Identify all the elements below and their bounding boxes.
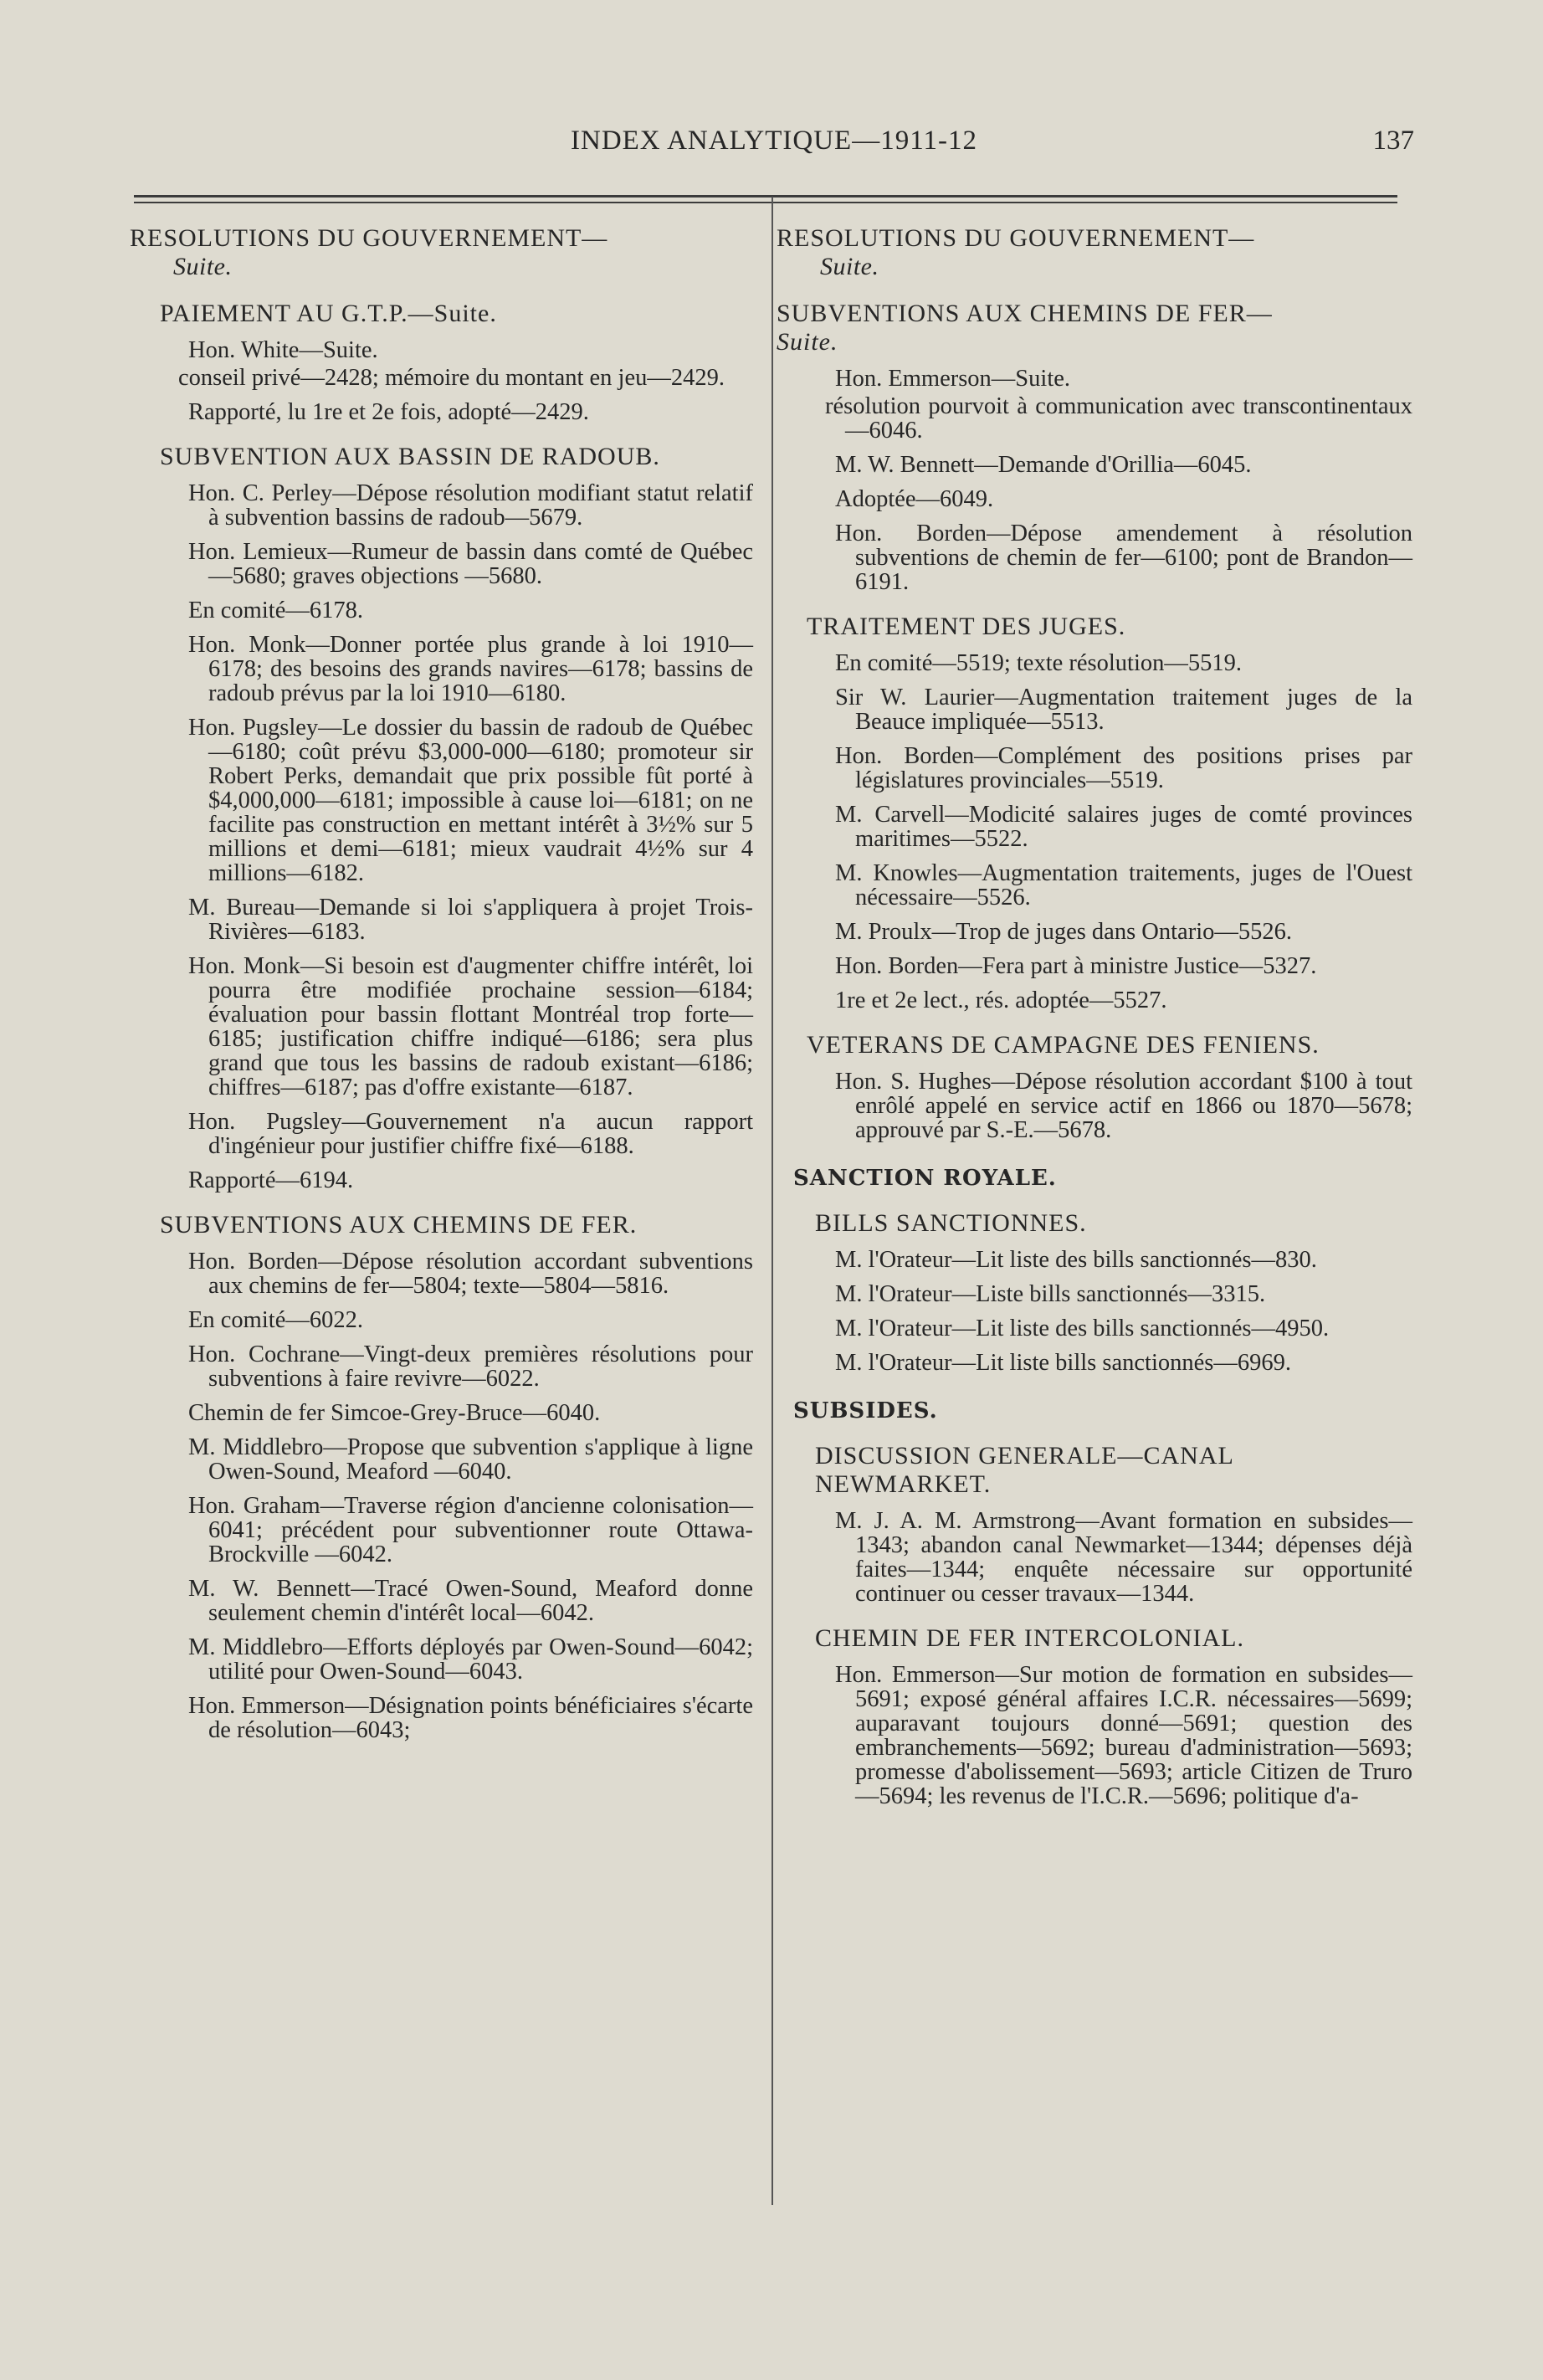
column-divider bbox=[772, 197, 773, 2205]
index-entry: résolution pourvoit à communication avec transcontinentaux—6046. bbox=[825, 393, 1412, 444]
index-entry: M. Proulx—Trop de juges dans Ontario—5526. bbox=[835, 919, 1292, 945]
left-column bbox=[130, 224, 753, 1742]
index-entry: Adoptée—6049. bbox=[835, 486, 994, 512]
section-title-text: SUBVENTIONS AUX CHEMINS DE FER— bbox=[777, 300, 1273, 327]
section-title: SUBVENTION AUX BASSIN DE RADOUB. bbox=[160, 443, 660, 470]
heading-suite: Suite. bbox=[820, 253, 879, 280]
index-entry: Hon. Pugsley—Gouvernement n'a aucun rapport d'ingénieur pour justifier chiffre fixé—6188. bbox=[188, 1109, 753, 1159]
index-entry: Hon. C. Perley—Dépose résolution modifiant statut relatif à subvention bassins de radoub—5679. bbox=[188, 480, 753, 531]
index-entry: Sir W. Laurier—Augmentation traitement juges de la Beauce impliquée—5513. bbox=[835, 685, 1412, 735]
index-entry: Hon. S. Hughes—Dépose résolution accordant $100 à tout enrôlé appelé en service actif en 1866 ou 1870—5678; approuvé par S.-E.—5678. bbox=[835, 1069, 1412, 1143]
index-entry: Rapporté—6194. bbox=[188, 1167, 354, 1193]
header-rule-thin bbox=[134, 202, 1397, 203]
section-title: VETERANS DE CAMPAGNE DES FENIENS. bbox=[807, 1031, 1320, 1059]
index-entry: M. Bureau—Demande si loi s'appliquera à projet Trois-Rivières—6183. bbox=[188, 895, 753, 945]
section-title: TRAITEMENT DES JUGES. bbox=[807, 613, 1126, 640]
index-entry: Hon. Graham—Traverse région d'ancienne colonisation—6041; précédent pour subventionner route Ottawa-Brockville —6042. bbox=[188, 1493, 753, 1567]
section-title: BILLS SANCTIONNES. bbox=[815, 1209, 1087, 1237]
section-title: CHEMIN DE FER INTERCOLONIAL. bbox=[815, 1624, 1244, 1652]
index-entry: Hon. Borden—Complément des positions prises par législatures provinciales—5519. bbox=[835, 743, 1412, 793]
index-entry: Hon. Emmerson—Désignation points bénéficiaires s'écarte de résolution—6043; bbox=[188, 1693, 753, 1743]
index-entry: En comité—6178. bbox=[188, 598, 363, 623]
section-title: SUBVENTIONS AUX CHEMINS DE FER. bbox=[160, 1211, 638, 1239]
index-entry: M. Middlebro—Propose que subvention s'applique à ligne Owen-Sound, Meaford —6040. bbox=[188, 1434, 753, 1485]
section-title-suite: Suite. bbox=[777, 328, 838, 356]
index-entry: Hon. Monk—Si besoin est d'augmenter chiffre intérêt, loi pourra être modifiée prochaine session—6184; évaluation pour bassin flottant Montréal trop forte—6185; justification chiffre indiqué—6186; sera plus grand que tous les bassins de radoub existant—6186; chiffres—6187; pas d'offre existante—6187. bbox=[188, 953, 753, 1100]
major-section-title: SANCTION ROYALE. bbox=[793, 1166, 1057, 1191]
index-entry: Chemin de fer Simcoe-Grey-Bruce—6040. bbox=[188, 1400, 601, 1426]
section-title: DISCUSSION GENERALE—CANAL NEWMARKET. bbox=[815, 1442, 1233, 1498]
index-entry: Rapporté, lu 1re et 2e fois, adopté—2429. bbox=[188, 399, 589, 425]
heading-text: RESOLUTIONS DU GOUVERNEMENT— bbox=[777, 224, 1255, 252]
index-entry: Hon. Borden—Dépose résolution accordant subventions aux chemins de fer—5804; texte—5804—5816. bbox=[188, 1249, 753, 1299]
index-entry: M. l'Orateur—Lit liste des bills sanctionnés—4950. bbox=[835, 1316, 1330, 1341]
index-entry: Hon. Emmerson—Sur motion de formation en subsides—5691; exposé général affaires I.C.R. nécessaires—5699; auparavant toujours donné—5691; question des embranchements—5692; bureau d'administration—5693; promesse d'abolissement—5693; article Citizen de Truro—5694; les revenus de l'I.C.R.—5696; politique d'a- bbox=[835, 1662, 1412, 1809]
major-section-title: SUBSIDES. bbox=[793, 1398, 938, 1423]
heading-suite: Suite. bbox=[173, 253, 233, 280]
index-entry: Hon. Borden—Dépose amendement à résolution subventions de chemin de fer—6100; pont de Brandon—6191. bbox=[835, 521, 1412, 595]
index-entry: 1re et 2e lect., rés. adoptée—5527. bbox=[835, 987, 1167, 1013]
index-entry: Hon. Pugsley—Le dossier du bassin de radoub de Québec—6180; coût prévu $3,000-000—6180; promoteur sir Robert Perks, demandait que prix possible fût porté à $4,000,000—6181; impossible à cause loi—6181; on ne facilite pas construction en mettant intérêt à 3½% sur 5 millions et demi—6181; mieux vaudrait 4½% sur 4 millions—6182. bbox=[188, 715, 753, 886]
index-entry: M. Knowles—Augmentation traitements, juges de l'Ouest nécessaire—5526. bbox=[835, 860, 1412, 910]
index-entry: Hon. Emmerson—Suite. bbox=[835, 366, 1071, 392]
index-entry: Hon. Borden—Fera part à ministre Justice—5327. bbox=[835, 953, 1317, 979]
index-entry: Hon. Cochrane—Vingt-deux premières résolutions pour subventions à faire revivre—6022. bbox=[188, 1341, 753, 1392]
index-entry: Hon. Monk—Donner portée plus grande à loi 1910—6178; des besoins des grands navires—6178; bassins de radoub prévus par la loi 1910—6180. bbox=[188, 632, 753, 706]
index-entry: En comité—6022. bbox=[188, 1307, 363, 1333]
index-entry: Hon. White—Suite. bbox=[188, 337, 378, 363]
index-entry: M. W. Bennett—Tracé Owen-Sound, Meaford donne seulement chemin d'intérêt local—6042. bbox=[188, 1576, 753, 1626]
index-entry: conseil privé—2428; mémoire du montant en jeu—2429. bbox=[178, 365, 725, 391]
running-head-title: INDEX ANALYTIQUE—1911-12 bbox=[571, 126, 977, 156]
continued-heading bbox=[777, 224, 1412, 281]
header-rule bbox=[134, 195, 1397, 197]
index-entry: En comité—5519; texte résolution—5519. bbox=[835, 650, 1243, 676]
continued-heading bbox=[130, 224, 753, 281]
index-entry: M. l'Orateur—Lit liste bills sanctionnés—6969. bbox=[835, 1350, 1291, 1376]
section-title bbox=[777, 300, 1412, 356]
heading-text: RESOLUTIONS DU GOUVERNEMENT— bbox=[130, 224, 608, 252]
index-entry: M. l'Orateur—Liste bills sanctionnés—3315. bbox=[835, 1281, 1266, 1307]
index-entry: Hon. Lemieux—Rumeur de bassin dans comté de Québec—5680; graves objections —5680. bbox=[188, 539, 753, 589]
index-entry: M. J. A. M. Armstrong—Avant formation en subsides—1343; abandon canal Newmarket—1344; dépenses déjà faites—1344; enquête nécessaire sur opportunité continuer ou cesser travaux—1344. bbox=[835, 1508, 1412, 1607]
running-head bbox=[134, 126, 1414, 167]
index-entry: M. W. Bennett—Demande d'Orillia—6045. bbox=[835, 452, 1252, 478]
right-column bbox=[777, 224, 1412, 1808]
page-number: 137 bbox=[1372, 126, 1414, 156]
index-entry: M. l'Orateur—Lit liste des bills sanctionnés—830. bbox=[835, 1247, 1317, 1273]
index-entry: M. Middlebro—Efforts déployés par Owen-Sound—6042; utilité pour Owen-Sound—6043. bbox=[188, 1634, 753, 1685]
index-entry: M. Carvell—Modicité salaires juges de comté provinces maritimes—5522. bbox=[835, 802, 1412, 852]
section-title: PAIEMENT AU G.T.P.—Suite. bbox=[160, 300, 497, 327]
